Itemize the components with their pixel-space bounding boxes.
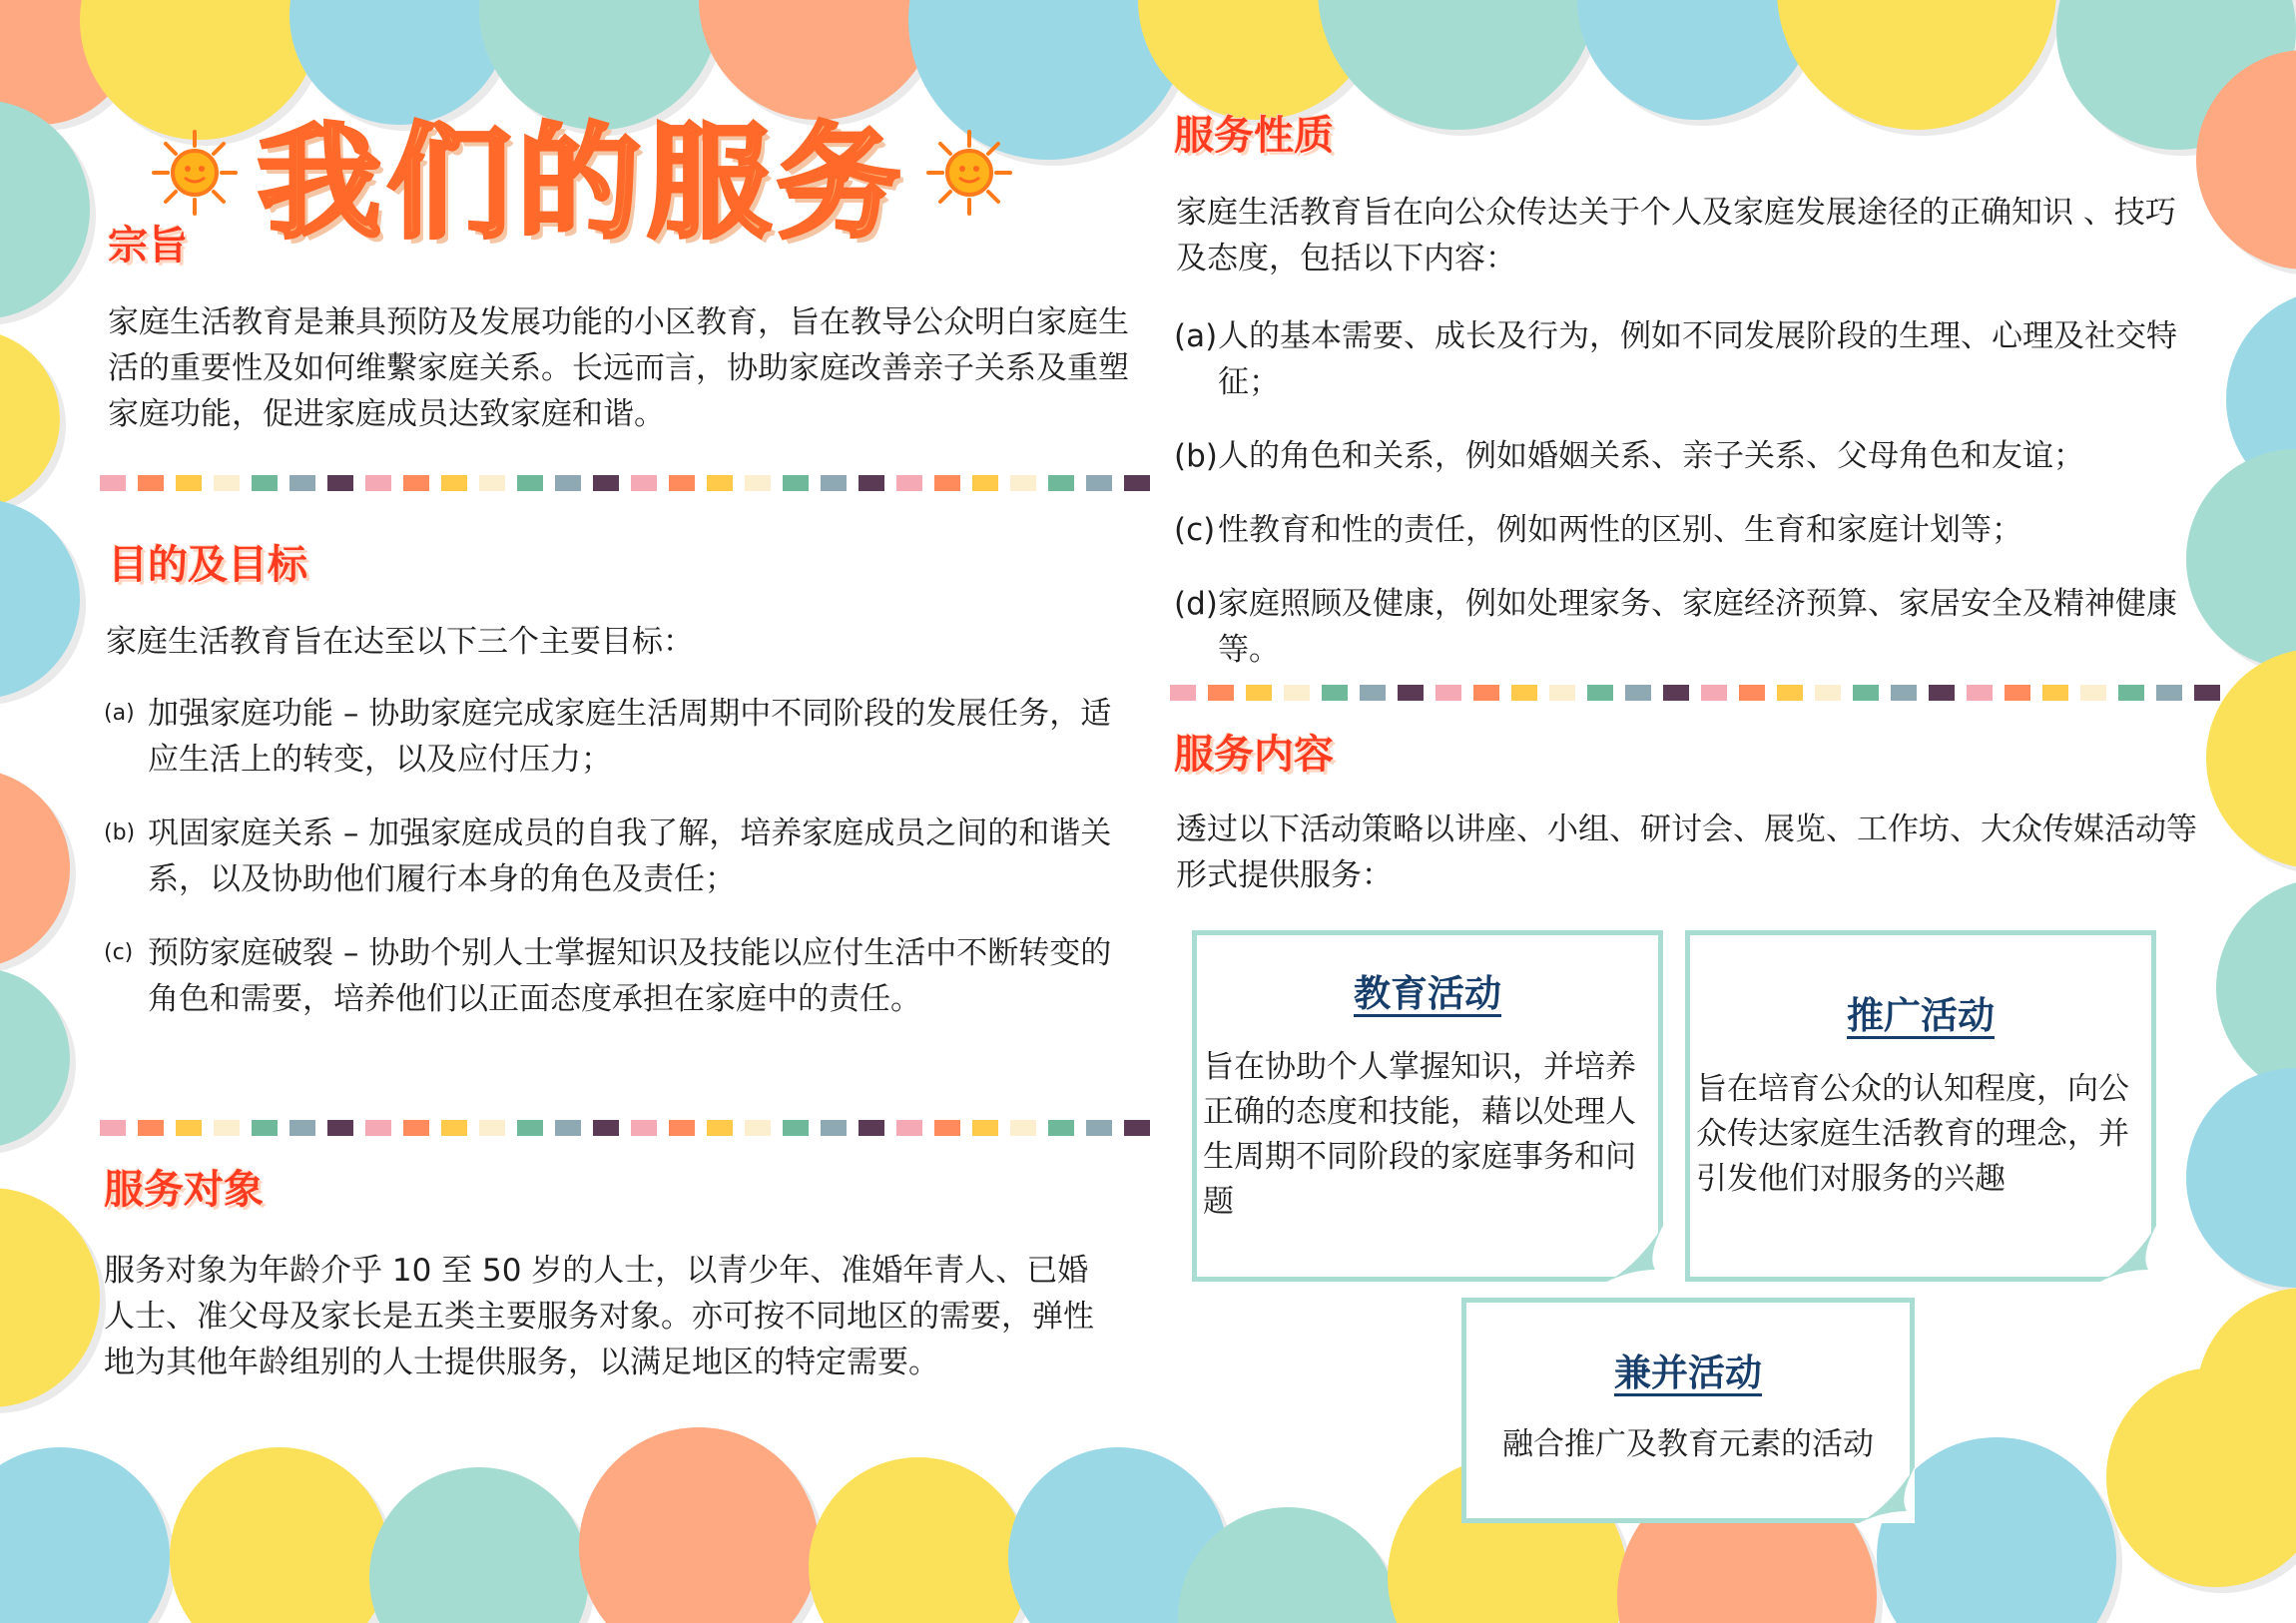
divider-block — [403, 1120, 429, 1136]
goals-list — [104, 691, 1112, 1050]
targets-heading: 服务对象 — [104, 1167, 264, 1213]
mission-text: 家庭生活教育是兼具预防及发展功能的小区教育，旨在教导公众明白家庭生活的重要性及如何维繫家庭关系。长远而言，协助家庭改善亲子关系及重塑家庭功能，促进家庭成员达致家庭和谐。 — [108, 304, 1129, 432]
card-text: 融合推广及教育元素的活动 — [1502, 1426, 1874, 1462]
list-item — [104, 691, 1112, 783]
divider-block — [1739, 685, 1765, 701]
divider-block — [669, 475, 695, 491]
divider-block — [745, 1120, 771, 1136]
divider-block — [1086, 1120, 1112, 1136]
divider-block — [252, 1120, 278, 1136]
card-title: 教育活动 — [1354, 972, 1501, 1015]
list-item — [1174, 313, 2182, 405]
divider-block — [2118, 685, 2144, 701]
mission-heading: 宗旨 — [108, 223, 188, 269]
divider-block — [138, 475, 164, 491]
divider-block — [707, 475, 733, 491]
divider-block — [214, 475, 240, 491]
divider-block — [896, 475, 922, 491]
divider-block — [517, 475, 543, 491]
content-heading: 服务内容 — [1174, 732, 1334, 778]
page-curl-icon — [2100, 1226, 2156, 1282]
divider-block — [1435, 685, 1461, 701]
divider-block — [669, 1120, 695, 1136]
divider-block — [1625, 685, 1651, 701]
divider-block — [1360, 685, 1386, 701]
item-marker: (c) — [104, 940, 134, 965]
divider-block — [1815, 685, 1841, 701]
divider-block — [593, 1120, 619, 1136]
item-marker: (b) — [1174, 438, 1218, 474]
divider-block — [555, 1120, 581, 1136]
card-combined — [1461, 1298, 1915, 1523]
title-banner — [150, 84, 1014, 262]
divider-block — [1511, 685, 1537, 701]
divider-block — [479, 475, 505, 491]
item-text: 家庭照顾及健康，例如处理家务、家庭经济预算、家居安全及精神健康等。 — [1218, 586, 2177, 668]
divider-block — [1777, 685, 1803, 701]
divider-block — [2080, 685, 2106, 701]
divider-block — [252, 475, 278, 491]
divider-block — [1398, 685, 1424, 701]
divider-block — [1170, 685, 1196, 701]
divider-block — [479, 1120, 505, 1136]
divider-block — [707, 1120, 733, 1136]
item-marker: (c) — [1174, 512, 1216, 548]
divider-block — [2005, 685, 2030, 701]
divider-block — [138, 1120, 164, 1136]
content-intro: 透过以下活动策略以讲座、小组、研讨会、展览、工作坊、大众传媒活动等形式提供服务： — [1176, 812, 2197, 893]
goals-heading: 目的及目标 — [108, 542, 307, 588]
divider-block — [365, 1120, 391, 1136]
divider-block — [289, 475, 315, 491]
item-marker: (b) — [104, 820, 136, 845]
divider-block — [934, 1120, 960, 1136]
divider-block — [214, 1120, 240, 1136]
divider-block — [1322, 685, 1348, 701]
card-education — [1192, 930, 1663, 1282]
divider-block — [896, 1120, 922, 1136]
list-item — [1174, 433, 2182, 479]
divider-block — [2194, 685, 2220, 701]
list-item — [104, 811, 1112, 902]
divider-block — [441, 475, 467, 491]
list-item — [104, 930, 1112, 1022]
divider-block — [403, 475, 429, 491]
nature-list — [1174, 313, 2182, 701]
divider-block — [1010, 1120, 1036, 1136]
divider-block — [1587, 685, 1613, 701]
sun-icon — [150, 128, 240, 218]
divider-block — [972, 475, 998, 491]
card-text: 旨在协助个人掌握知识，并培养正确的态度和技能，藉以处理人生周期不同阶段的家庭事务和问题 — [1203, 1049, 1636, 1220]
divider-block — [441, 1120, 467, 1136]
divider-block — [517, 1120, 543, 1136]
divider-block — [783, 475, 809, 491]
divider-block — [631, 1120, 657, 1136]
divider-block — [100, 475, 126, 491]
page-curl-icon — [1607, 1226, 1663, 1282]
card-text: 旨在培育公众的认知程度，向公众传达家庭生活教育的理念，并引发他们对服务的兴趣 — [1696, 1071, 2129, 1197]
divider-block — [289, 1120, 315, 1136]
divider-block — [593, 475, 619, 491]
divider-block — [1891, 685, 1917, 701]
page-curl-icon — [1859, 1467, 1915, 1523]
item-text: 人的基本需要、成长及行为，例如不同发展阶段的生理、心理及社交特征； — [1218, 318, 2177, 400]
divider-block — [1967, 685, 1993, 701]
divider-block — [327, 1120, 353, 1136]
nature-heading: 服务性质 — [1174, 113, 1334, 159]
divider — [1170, 685, 2220, 701]
divider-block — [1284, 685, 1310, 701]
divider-block — [555, 475, 581, 491]
divider-block — [631, 475, 657, 491]
divider-block — [1086, 475, 1112, 491]
list-item — [1174, 581, 2182, 673]
divider-block — [745, 475, 771, 491]
divider-block — [1853, 685, 1879, 701]
card-title: 兼并活动 — [1614, 1352, 1762, 1394]
divider-block — [327, 475, 353, 491]
divider — [100, 475, 1150, 491]
item-marker: (d) — [1174, 586, 1218, 622]
item-marker: (a) — [104, 701, 135, 726]
divider-block — [859, 475, 884, 491]
item-text: 人的角色和关系，例如婚姻关系、亲子关系、父母角色和友谊； — [1218, 438, 2084, 474]
divider-block — [176, 475, 202, 491]
divider-block — [1473, 685, 1499, 701]
divider-block — [1208, 685, 1234, 701]
divider-block — [2156, 685, 2182, 701]
divider-block — [1124, 1120, 1150, 1136]
divider-block — [1663, 685, 1689, 701]
divider-block — [365, 475, 391, 491]
item-text: 预防家庭破裂 – 协助个别人士掌握知识及技能以应付生活中不断转变的角色和需要，培养他们以正面态度承担在家庭中的责任。 — [148, 935, 1112, 1017]
goals-intro: 家庭生活教育旨在达至以下三个主要目标： — [106, 624, 694, 660]
divider-block — [1929, 685, 1955, 701]
card-title: 推广活动 — [1847, 994, 1995, 1037]
divider-block — [1549, 685, 1575, 701]
divider-block — [859, 1120, 884, 1136]
targets-text: 服务对象为年龄介乎 10 至 50 岁的人士，以青少年、准婚年青人、已婚人士、准父母及家长是五类主要服务对象。亦可按不同地区的需要，弹性地为其他年龄组别的人士提供服务，以满足地区的特定需要。 — [104, 1253, 1094, 1380]
divider-block — [100, 1120, 126, 1136]
sun-icon — [924, 128, 1014, 218]
item-text: 巩固家庭关系 – 加强家庭成员的自我了解，培养家庭成员之间的和谐关系，以及协助他们履行本身的角色及责任； — [148, 815, 1112, 897]
item-text: 加强家庭功能 – 协助家庭完成家庭生活周期中不同阶段的发展任务，适应生活上的转变，以及应付压力； — [148, 696, 1112, 778]
divider-block — [1246, 685, 1272, 701]
divider-block — [783, 1120, 809, 1136]
divider-block — [821, 1120, 847, 1136]
item-marker: (a) — [1174, 318, 1218, 354]
divider-block — [1010, 475, 1036, 491]
divider-block — [934, 475, 960, 491]
list-item — [1174, 507, 2182, 553]
divider-block — [176, 1120, 202, 1136]
divider-block — [1124, 475, 1150, 491]
card-promotion — [1685, 930, 2156, 1282]
divider-block — [1048, 1120, 1074, 1136]
divider-block — [972, 1120, 998, 1136]
divider — [100, 1120, 1150, 1136]
divider-block — [2042, 685, 2068, 701]
item-text: 性教育和性的责任，例如两性的区别、生育和家庭计划等； — [1218, 512, 2022, 548]
page-title: 我们的服务 — [258, 112, 907, 256]
divider-block — [1048, 475, 1074, 491]
nature-intro: 家庭生活教育旨在向公众传达关于个人及家庭发展途径的正确知识 、技巧及态度，包括以下内容： — [1176, 195, 2176, 276]
divider-block — [1701, 685, 1727, 701]
divider-block — [821, 475, 847, 491]
